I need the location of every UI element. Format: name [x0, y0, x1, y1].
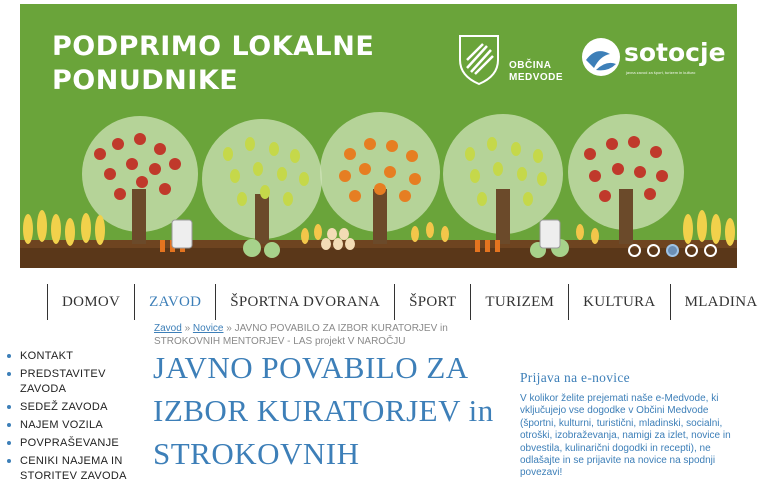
banner-title-line2: PONUDNIKE: [52, 65, 239, 96]
obcina-label-line2: MEDVODE: [509, 72, 564, 83]
breadcrumb-current: JAVNO POVABILO ZA IZBOR KURATORJEV in STROKOVNIH MENTORJEV - LAS projekt V NAROČJU: [154, 323, 448, 347]
slider-dot-2[interactable]: [647, 244, 660, 257]
sidebar-item-najem-vozila[interactable]: NAJEM VOZILA: [6, 418, 138, 433]
main-nav: [47, 284, 772, 320]
nav-item-sportna-dvorana[interactable]: ŠPORTNA DVORANA: [215, 284, 394, 320]
sidebar-item-ceniki[interactable]: CENIKI NAJEMA IN STORITEV ZAVODA: [6, 454, 138, 484]
nav-item-mladina[interactable]: MLADINA: [670, 284, 772, 320]
obcina-label-line1: OBČINA: [509, 60, 552, 71]
sidebar-menu: [6, 349, 138, 487]
nav-item-domov[interactable]: DOMOV: [47, 284, 134, 320]
slider-dot-4[interactable]: [685, 244, 698, 257]
sidebar-item-sedez-zavoda[interactable]: SEDEŽ ZAVODA: [6, 400, 138, 415]
nav-item-kultura[interactable]: KULTURA: [568, 284, 669, 320]
nav-item-turizem[interactable]: TURIZEM: [470, 284, 568, 320]
slider-dot-3[interactable]: [666, 244, 679, 257]
hero-banner[interactable]: [20, 4, 737, 268]
newsletter-heading: Prijava na e-novice: [520, 370, 630, 385]
banner-title-line1: PODPRIMO LOKALNE: [52, 31, 375, 62]
newsletter-box: [520, 370, 745, 480]
breadcrumb-separator: »: [181, 323, 193, 334]
nav-item-zavod[interactable]: ZAVOD: [134, 284, 215, 320]
sidebar-item-kontakt[interactable]: KONTAKT: [6, 349, 138, 364]
banner-headline: [52, 30, 374, 98]
breadcrumb: [154, 322, 464, 348]
slider-dot-5[interactable]: [704, 244, 717, 257]
sotocje-logo: [580, 34, 730, 84]
newsletter-text: V kolikor želite prejemati naše e-Medvode, ki vključujejo vse dogodke v Občini Medvode (športni, kulturni, turistični, mladinski, socialni, otroški, izobraževanja, namigi za izlet, novice in obvestila, kulinarični dogodki in recepti), ne odlašajte in se prijavite na novice na spodnji povezavi!: [520, 393, 731, 479]
nav-item-sport[interactable]: ŠPORT: [394, 284, 470, 320]
breadcrumb-link-novice[interactable]: Novice: [192, 323, 224, 334]
slider-dot-1[interactable]: [628, 244, 641, 257]
sotocje-swirl-icon: [580, 34, 622, 80]
page-title: JAVNO POVABILO ZA IZBOR KURATORJEV in STROKOVNIH: [153, 350, 494, 471]
sotocje-wordmark: sotocje: [624, 38, 726, 67]
sidebar-item-povprasevanje[interactable]: POVPRAŠEVANJE: [6, 436, 138, 451]
breadcrumb-separator: »: [223, 323, 235, 334]
sotocje-tagline: javna zavod za šport, turizem in kulturo: [626, 70, 696, 75]
breadcrumb-link-zavod[interactable]: Zavod: [154, 323, 182, 334]
sidebar-item-predstavitev-zavoda[interactable]: PREDSTAVITEV ZAVODA: [6, 367, 138, 397]
obcina-shield-icon: [457, 32, 501, 86]
obcina-medvode-logo: [457, 32, 577, 88]
slider-dots: [628, 244, 717, 257]
